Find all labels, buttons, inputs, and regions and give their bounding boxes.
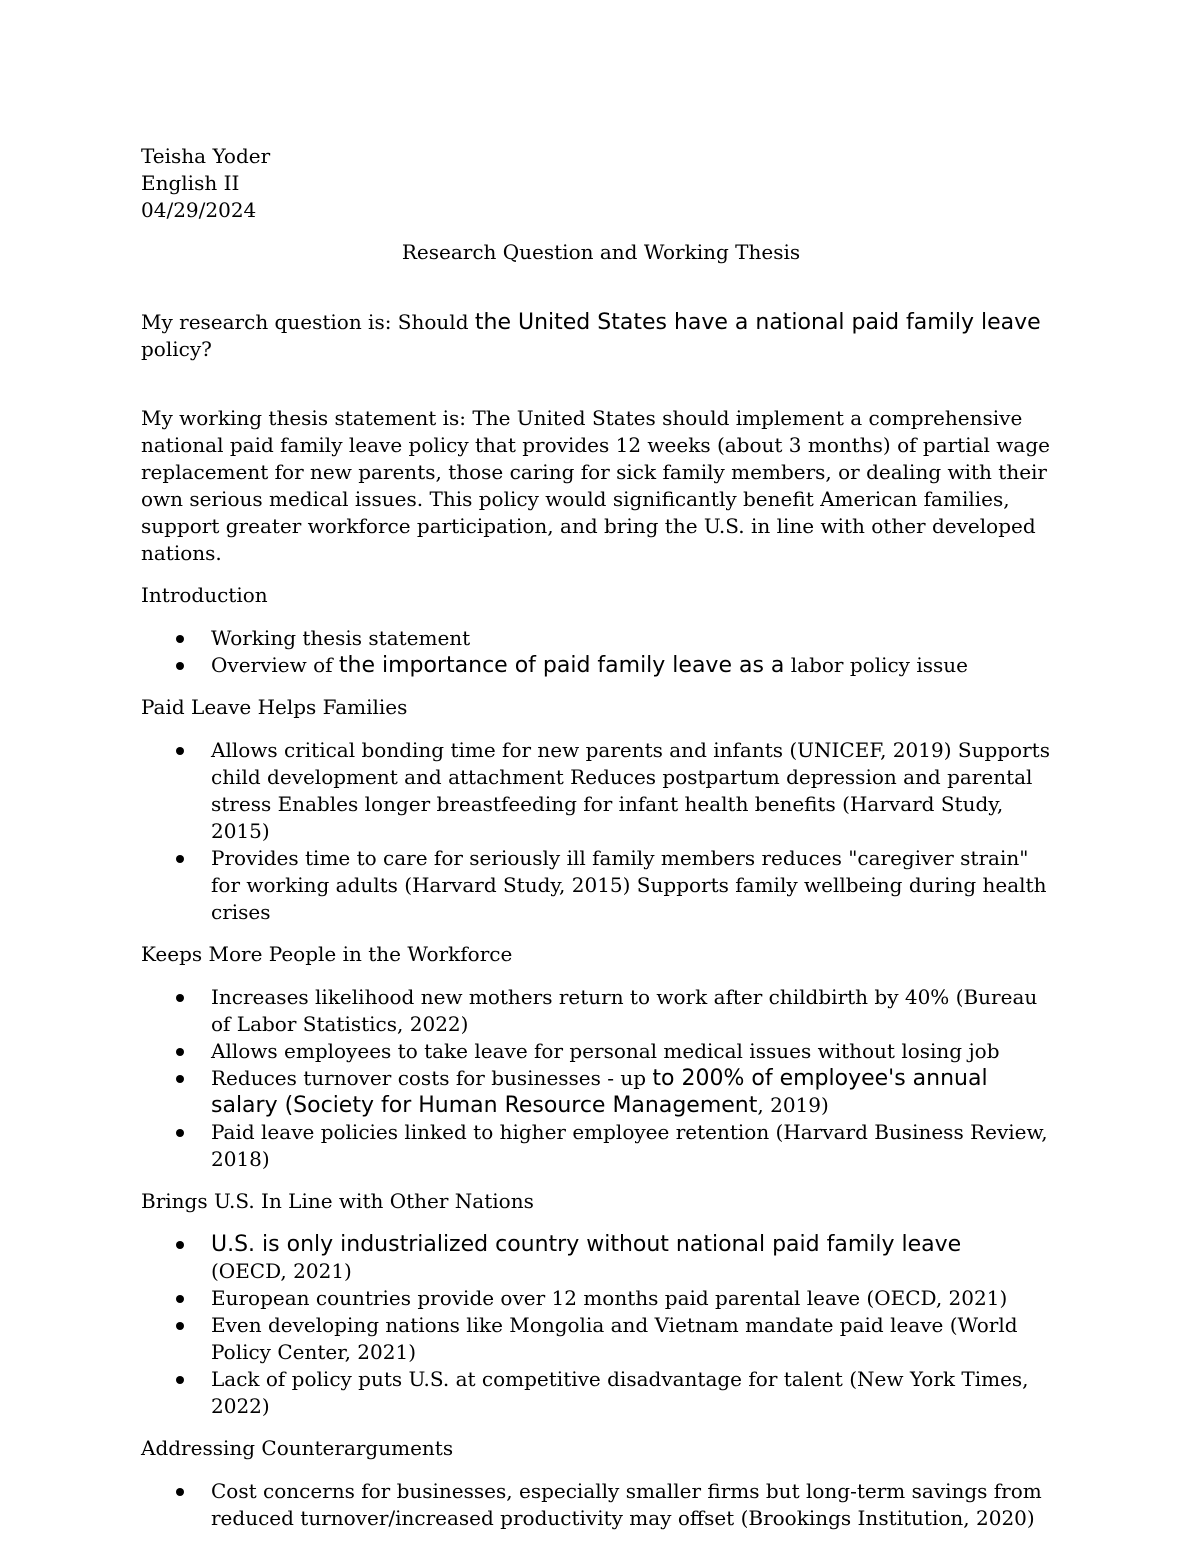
list-item-suffix: (OECD, 2021)	[211, 1259, 352, 1283]
section-heading-families: Paid Leave Helps Families	[141, 695, 408, 719]
nations-list	[141, 1231, 1061, 1420]
research-question-emphasis: the United States have a national paid family leave	[474, 310, 1041, 335]
list-item-text: Increases likelihood new mothers return to work after childbirth by 40% (Bureau of Labor Statistics, 2022)	[211, 985, 1038, 1036]
list-item	[141, 737, 1061, 845]
families-list	[141, 737, 1061, 926]
list-item-suffix: , 2019)	[757, 1093, 829, 1117]
list-item	[141, 652, 1061, 679]
list-item-text: Allows critical bonding time for new parents and infants (UNICEF, 2019) Supports child development and attachment Reduces postpartum depression and parental stress Enables longer breastfeeding for infant health benefits (Harvard Study, 2015)	[211, 738, 1050, 843]
list-item-text: Even developing nations like Mongolia and Vietnam mandate paid leave (World Policy Center, 2021)	[211, 1313, 1018, 1364]
bullet-icon	[176, 1241, 184, 1249]
list-item	[141, 1065, 1061, 1119]
list-item-text: Cost concerns for businesses, especially smaller firms but long-term savings from reduced turnover/increased productivity may offset (Brookings Institution, 2020)	[211, 1479, 1042, 1530]
list-item-emphasis: U.S. is only industrialized country without national paid family leave	[211, 1232, 962, 1257]
introduction-list	[141, 625, 1061, 679]
bullet-icon	[176, 747, 184, 755]
list-item	[141, 1366, 1061, 1420]
list-item-text: Provides time to care for seriously ill family members reduces "caregiver strain" for working adults (Harvard Study, 2015) Supports family wellbeing during health crises	[211, 846, 1047, 924]
list-item	[141, 1038, 1061, 1065]
research-question-prefix: My research question is: Should	[141, 310, 475, 334]
document-date: 04/29/2024	[141, 198, 257, 222]
bullet-icon	[176, 855, 184, 863]
research-question	[141, 309, 1061, 363]
bullet-icon	[176, 1376, 184, 1384]
list-item	[141, 1312, 1061, 1366]
section-heading-workforce: Keeps More People in the Workforce	[141, 942, 513, 966]
list-item-emphasis: to 200% of employee's annual salary (Society for Human Resource Management	[211, 1066, 988, 1118]
list-item	[141, 845, 1061, 926]
list-item-prefix: Overview of	[211, 653, 339, 677]
bullet-icon	[176, 1075, 184, 1083]
bullet-icon	[176, 635, 184, 643]
bullet-icon	[176, 1322, 184, 1330]
document-body	[141, 143, 1061, 1547]
list-item	[141, 1285, 1061, 1312]
list-item-text: Lack of policy puts U.S. at competitive disadvantage for talent (New York Times, 2022)	[211, 1367, 1029, 1418]
section-heading-nations: Brings U.S. In Line with Other Nations	[141, 1189, 534, 1213]
list-item	[141, 1119, 1061, 1173]
list-item-text: European countries provide over 12 months paid parental leave (OECD, 2021)	[211, 1286, 1008, 1310]
document-title: Research Question and Working Thesis	[401, 240, 801, 264]
bullet-icon	[176, 1488, 184, 1496]
bullet-icon	[176, 662, 184, 670]
bullet-icon	[176, 994, 184, 1002]
list-item	[141, 1478, 1061, 1532]
course-name: English II	[141, 171, 240, 195]
list-item	[141, 1231, 1061, 1285]
bullet-icon	[176, 1129, 184, 1137]
counterarguments-list	[141, 1478, 1061, 1532]
bullet-icon	[176, 1048, 184, 1056]
list-item-text: Paid leave policies linked to higher employee retention (Harvard Business Review, 2018)	[211, 1120, 1048, 1171]
list-item-prefix: Reduces turnover costs for businesses - up	[211, 1066, 653, 1090]
working-thesis: My working thesis statement is: The United States should implement a comprehensive national paid family leave policy that provides 12 weeks (about 3 months) of partial wage replacement for new parents, those caring for sick family members, or dealing with their own serious medical issues. This policy would significantly benefit American families, support greater workforce participation, and bring the U.S. in line with other developed nations.	[141, 406, 1050, 565]
research-question-suffix: policy?	[141, 337, 212, 361]
workforce-list	[141, 984, 1061, 1173]
section-heading-counterarguments: Addressing Counterarguments	[141, 1436, 454, 1460]
bullet-icon	[176, 1295, 184, 1303]
list-item	[141, 625, 1061, 652]
list-item-text: Working thesis statement	[211, 626, 471, 650]
section-heading-introduction: Introduction	[141, 583, 268, 607]
list-item	[141, 984, 1061, 1038]
list-item-emphasis: the importance of paid family leave as a	[338, 653, 785, 678]
author-name: Teisha Yoder	[141, 144, 271, 168]
list-item-suffix: labor policy issue	[784, 653, 968, 677]
list-item-text: Allows employees to take leave for personal medical issues without losing job	[211, 1039, 1000, 1063]
